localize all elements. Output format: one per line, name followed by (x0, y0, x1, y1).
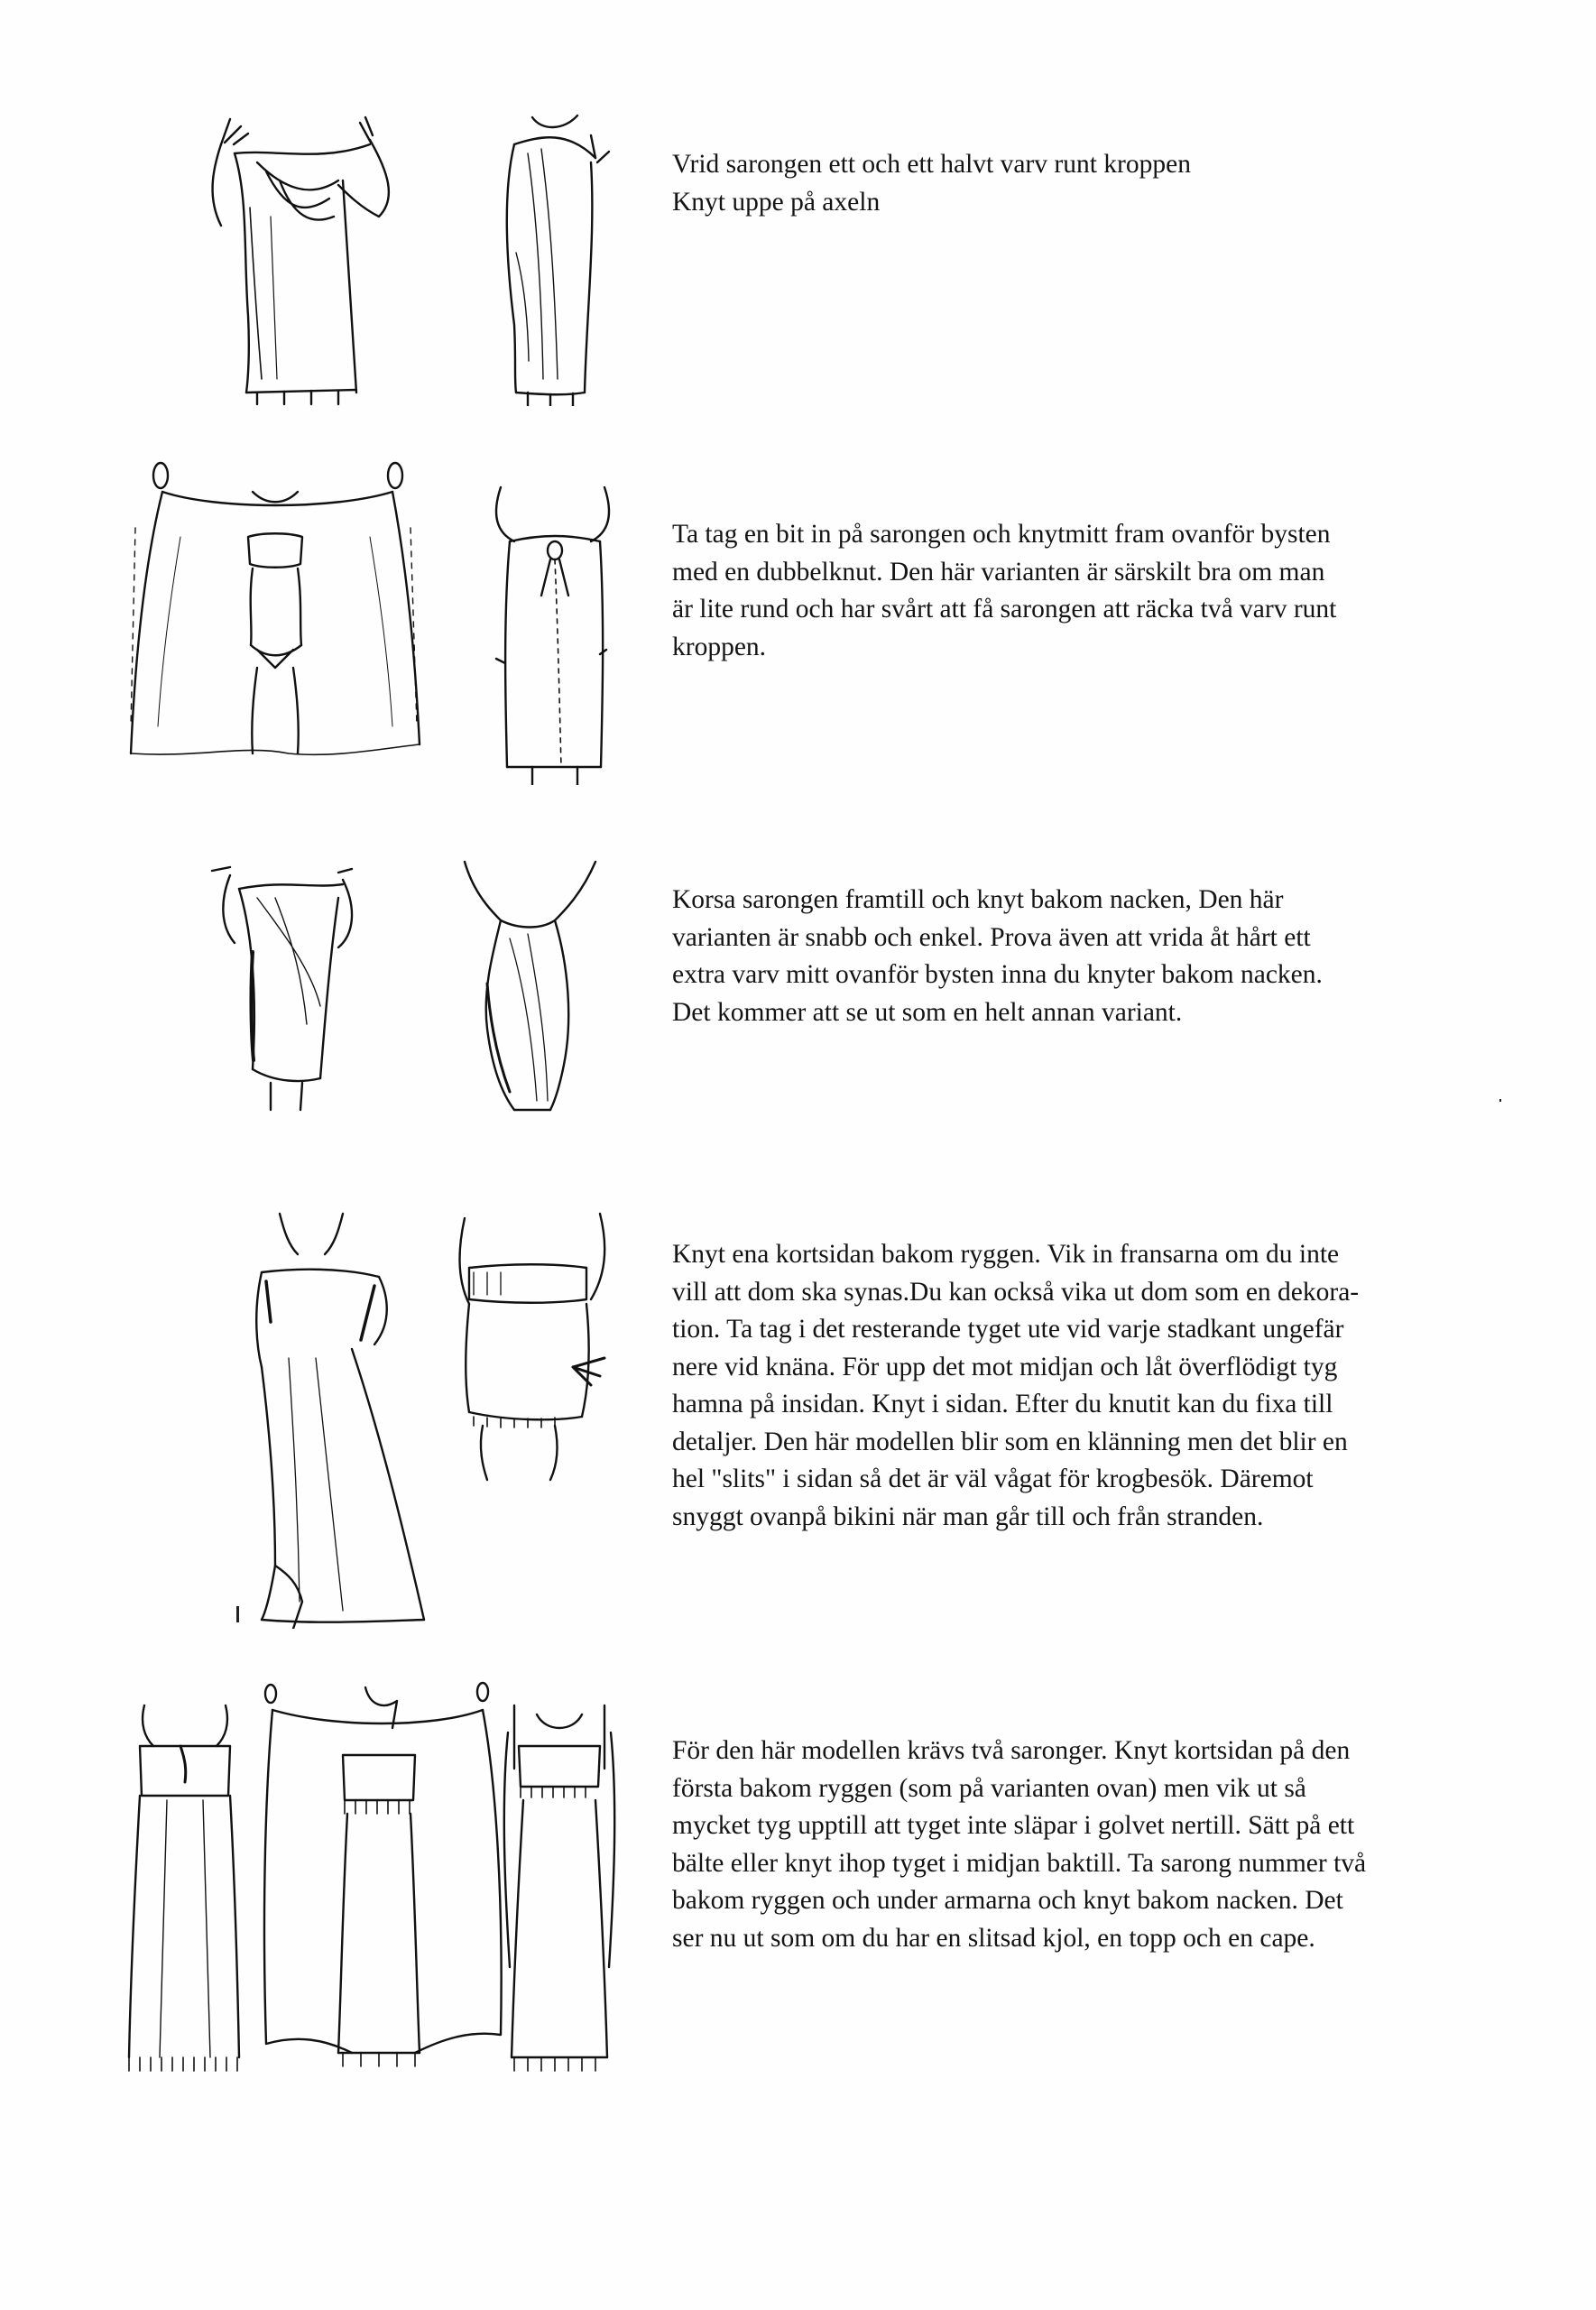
sarong-one-shoulder-illustration-1 (194, 108, 411, 406)
page-speck (236, 1606, 239, 1622)
text-line: med en dubbelknut. Den här varianten är särskilt bra om man (672, 557, 1325, 587)
text-line: För den här modellen krävs två saronger. Knyt kortsidan på den (672, 1736, 1351, 1765)
text-line: varianten är snabb och enkel. Prova även att vrida åt hårt ett (672, 922, 1311, 952)
text-line: Det kommer att se ut som en helt annan variant. (672, 997, 1183, 1027)
instruction-text-4 (672, 1236, 1520, 1536)
page-speck (1499, 1099, 1501, 1102)
instruction-text-5 (672, 1732, 1520, 1957)
text-line: vill att dom ska synas.Du kan också vika ut dom som en dekora- (672, 1277, 1360, 1307)
text-line: hamna på insidan. Knyt i sidan. Efter du knutit kan du fixa till (672, 1390, 1333, 1418)
instruction-text-2 (672, 516, 1520, 666)
instruction-text-3 (672, 882, 1520, 1031)
text-line: kroppen. (672, 632, 767, 661)
text-line: nere vid knäna. För upp det mot midjan och låt överflödigt tyg (672, 1352, 1338, 1381)
text-line: tion. Ta tag i det resterande tyget ute vid varje stadkant ungefär (672, 1315, 1344, 1344)
text-line: bakom ryggen och under armarna och knyt bakom nacken. Det (672, 1886, 1343, 1915)
instruction-text-1 (672, 146, 1520, 221)
sarong-spread-open-illustration (108, 456, 429, 767)
sarong-side-knot-illustration-2 (447, 1205, 618, 1484)
two-sarong-finished-illustration (501, 1696, 618, 2075)
sarong-front-knot-illustration (478, 478, 632, 785)
text-line: Knyt uppe på axeln (672, 187, 881, 217)
text-line: hel "slits" i sidan så det är väl vågat för krogbesök. Däremot (672, 1465, 1314, 1493)
sarong-cross-front-illustration-2 (447, 848, 613, 1119)
sarong-one-shoulder-illustration-2 (478, 108, 632, 406)
text-line: Ta tag en bit in på sarongen och knytmitt fram ovanför bysten (672, 520, 1331, 549)
text-line: Korsa sarongen framtill och knyt bakom nacken, Den här (672, 885, 1284, 914)
text-line: ser nu ut som om du har en slitsad kjol, en topp och en cape. (672, 1923, 1315, 1953)
text-line: extra varv mitt ovanför bysten inna du knyter bakom nacken. (672, 960, 1323, 989)
text-line: är lite rund och har svårt att få sarongen att räcka två varv runt (672, 595, 1337, 624)
two-sarong-skirt-illustration (122, 1696, 248, 2075)
text-line: bälte eller knyt ihop tyget i midjan baktill. Ta sarong nummer två (672, 1848, 1367, 1878)
sarong-cross-front-illustration-1 (203, 862, 365, 1114)
text-line: Vrid sarongen ett och ett halvt varv runt kroppen (672, 150, 1191, 179)
text-line: Knyt ena kortsidan bakom ryggen. Vik in fransarna om du inte (672, 1240, 1340, 1269)
text-line: första bakom ryggen (som på varianten ovan) men vik ut så (672, 1773, 1306, 1803)
text-line: snyggt ovanpå bikini när man går till och från stranden. (672, 1502, 1264, 1531)
text-line: mycket tyg upptill att tyget inte släpar i golvet nertill. Sätt på ett (672, 1811, 1355, 1840)
two-sarong-cape-spread-illustration (262, 1674, 510, 2071)
text-line: detaljer. Den här modellen blir som en klänning men det blir en (672, 1427, 1348, 1456)
sarong-side-knot-illustration-1 (244, 1205, 433, 1629)
